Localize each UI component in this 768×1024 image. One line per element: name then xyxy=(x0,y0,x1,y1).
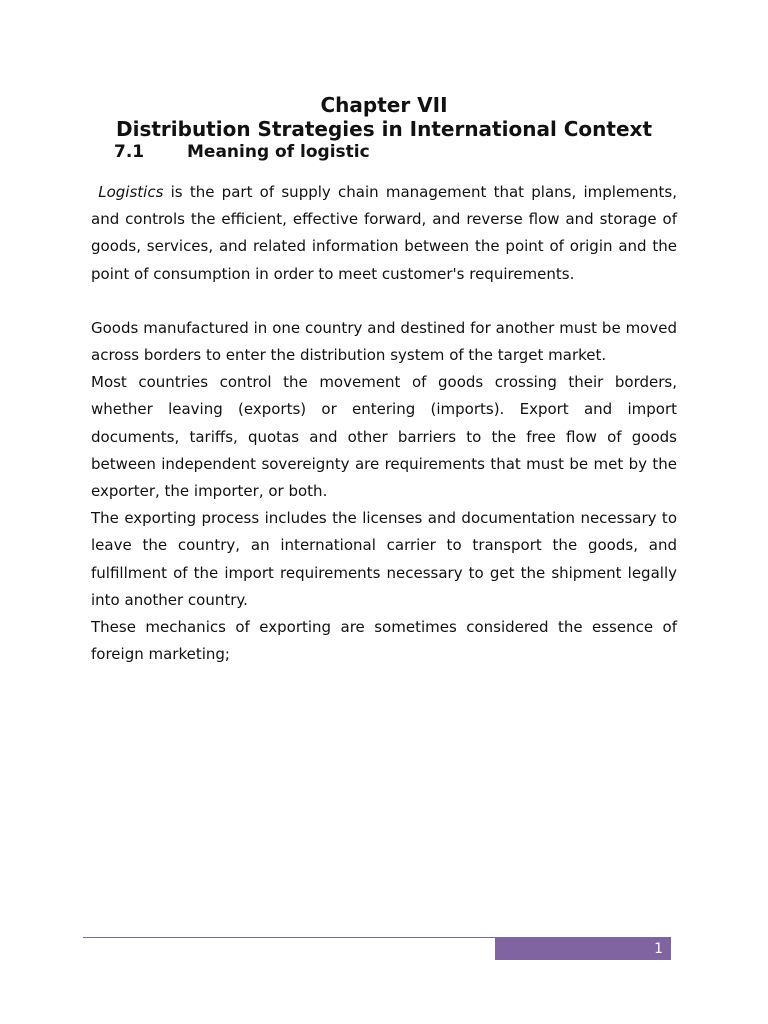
page-number: 1 xyxy=(654,941,663,957)
paragraph-country-controls: Most countries control the movement of goods crossing their borders, whether leaving (exports) or entering (imports). Export and import documents, tariffs, quotas and other barriers to the free flow of goods between independent sovereignty are requirements that must be met by the exporter, the importer, or both. xyxy=(91,373,677,501)
body-text xyxy=(91,179,677,668)
chapter-label: Chapter VII xyxy=(320,93,448,117)
section-number: 7.1 xyxy=(114,142,145,162)
section-heading xyxy=(114,141,370,163)
paragraph-exporting-process: The exporting process includes the licenses and documentation necessary to leave the country, an international carrier to transport the goods, and fulfillment of the import requirements necessary to get the shipment legally into another country. xyxy=(91,509,677,609)
paragraph-goods-across-borders: Goods manufactured in one country and destined for another must be moved across borders to enter the distribution system of the target market. xyxy=(91,318,677,365)
paragraph-text: is the part of supply chain management that plans, implements, and controls the efficient, effective forward, and reverse flow and storage of goods, services, and related information between the point of origin and the point of consumption in order to meet customer's requirements. xyxy=(91,183,677,283)
chapter-title: Distribution Strategies in International Context xyxy=(115,117,652,141)
page-number-box xyxy=(495,938,671,960)
term-logistics: Logistics xyxy=(98,183,164,201)
section-title: Meaning of logistic xyxy=(187,142,370,162)
paragraph-mechanics: These mechanics of exporting are sometimes considered the essence of foreign marketing; xyxy=(91,618,677,664)
paragraph-logistics-definition xyxy=(91,179,677,288)
